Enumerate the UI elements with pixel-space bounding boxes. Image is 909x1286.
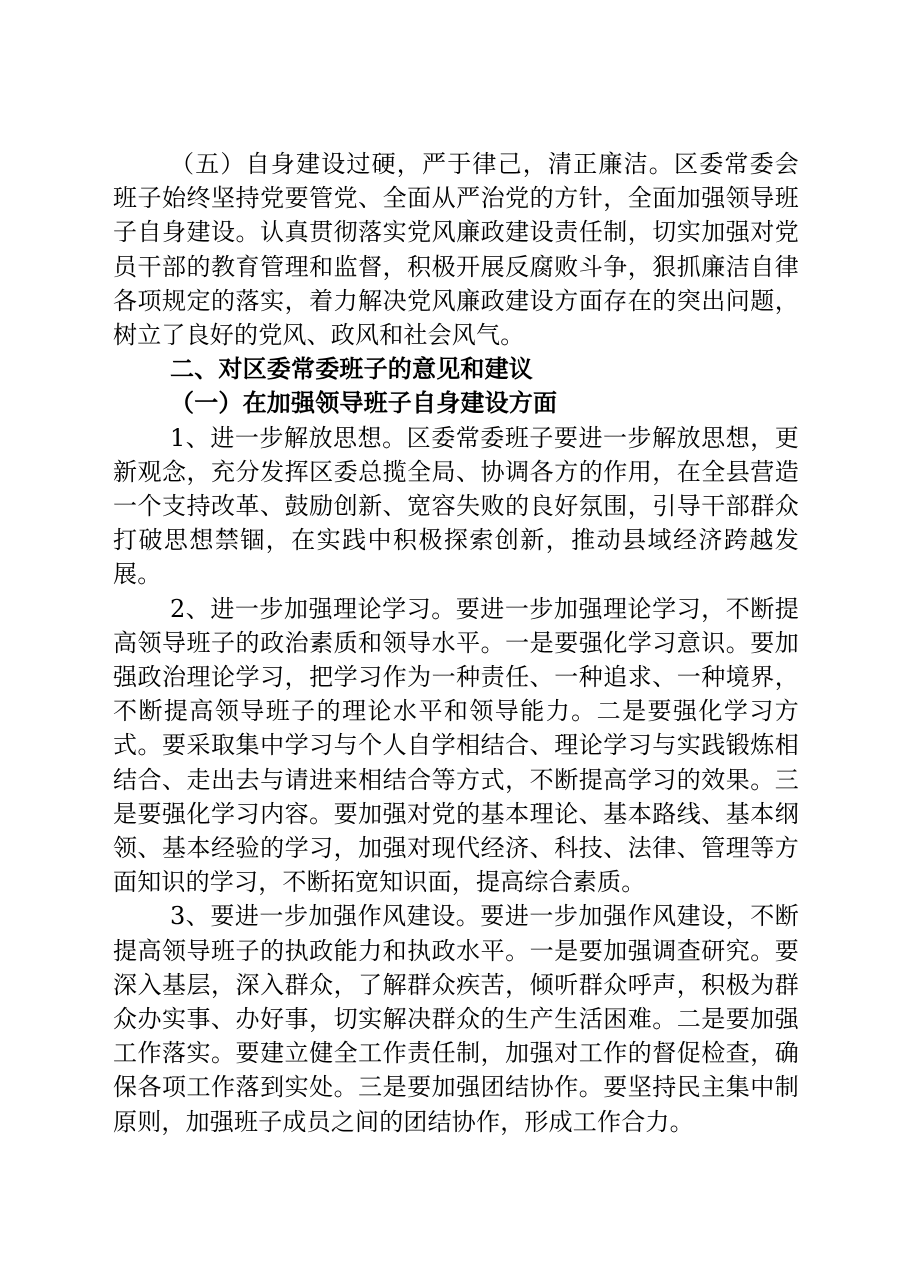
document-body: [113, 147, 799, 1139]
paragraph-work-style: 3、要进一步加强作风建设。要进一步加强作风建设，不断提高领导班子的执政能力和执政水平。一是要加强调查研究。要深入基层，深入群众，了解群众疾苦，倾听群众呼声，积极为群众办实事、办好事，切实解决群众的生产生活困难。二是要加强工作落实。要建立健全工作责任制，加强对工作的督促检查，确保各项工作落到实处。三是要加强团结协作。要坚持民主集中制原则，加强班子成员之间的团结协作，形成工作合力。: [113, 902, 799, 1136]
paragraph-theory-study: 2、进一步加强理论学习。要进一步加强理论学习，不断提高领导班子的政治素质和领导水平。一是要强化学习意识。要加强政治理论学习，把学习作为一种责任、一种追求、一种境界，不断提高领导班子的理论水平和领导能力。二是要强化学习方式。要采取集中学习与个人自学相结合、理论学习与实践锻炼相结合、走出去与请进来相结合等方式，不断提高学习的效果。三是要强化学习内容。要加强对党的基本理论、基本路线、基本纲领、基本经验的学习，加强对现代经济、科技、法律、管理等方面知识的学习，不断拓宽知识面，提高综合素质。: [113, 594, 799, 897]
paragraph-emancipate-mind: 1、进一步解放思想。区委常委班子要进一步解放思想，更新观念，充分发挥区委总揽全局、协调各方的作用，在全县营造一个支持改革、鼓励创新、宽容失败的良好氛围，引导干部群众打破思想禁锢，在实践中积极探索创新，推动县域经济跨越发展。: [113, 423, 799, 589]
paragraph-self-building: （五）自身建设过硬，严于律己，清正廉洁。区委常委会班子始终坚持党要管党、全面从严治党的方针，全面加强领导班子自身建设。认真贯彻落实党风廉政建设责任制，切实加强对党员干部的教育管理和监督，积极开展反腐败斗争，狠抓廉洁自律各项规定的落实，着力解决党风廉政建设方面存在的突出问题，树立了良好的党风、政风和社会风气。: [113, 150, 799, 350]
section-heading-suggestions: 二、对区委常委班子的意见和建议: [170, 355, 533, 384]
subsection-heading-leadership: （一）在加强领导班子自身建设方面: [170, 388, 558, 418]
